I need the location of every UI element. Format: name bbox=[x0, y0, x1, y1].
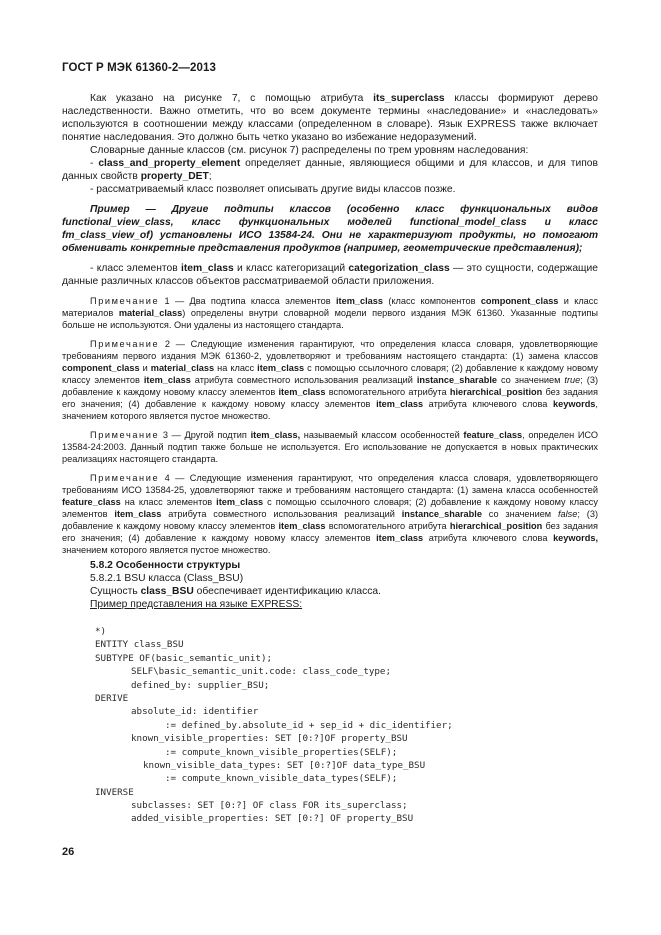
list-item-item-class bbox=[62, 262, 598, 288]
text: - класс элементов bbox=[90, 263, 182, 274]
code-line: absolute_id: identifier bbox=[131, 706, 259, 718]
term: item_class bbox=[376, 533, 424, 543]
text: ; (3) добавление к каждому новому классу элементов bbox=[62, 509, 599, 531]
text: — Два подтипа класса элементов bbox=[169, 296, 336, 306]
paragraph-inheritance bbox=[62, 92, 598, 144]
text: , значением которого является пустое множество. bbox=[62, 399, 598, 421]
code-line: known_visible_properties: SET [0:?]OF property_BSU bbox=[131, 733, 408, 745]
term: instance_sharable bbox=[416, 375, 498, 385]
term: instance_sharable bbox=[401, 509, 482, 519]
term: item_class bbox=[143, 375, 191, 385]
text: классы формируют дерево наследственности. Важно отметить, что во всем документе термины «наследование» и «наследовать» используются в соотношении между классами (определенном в словаре). Язык EXPRESS также включает понятие наследования. Это должно быть четко указано во избежание недоразумений. bbox=[62, 93, 598, 143]
term: hierarchical_position bbox=[449, 521, 543, 531]
term: item_class bbox=[257, 363, 305, 373]
code-line: *) bbox=[95, 626, 107, 637]
text: (класс компонентов bbox=[383, 296, 481, 306]
value: true bbox=[564, 375, 581, 385]
text: — Следующие изменения гарантируют, что определения класса словаря, удовлетворяющего требованиям ИСО 13584-25, удовлетворяют также и требованиям настоящего стандарта: (1) замена класса особенностей bbox=[62, 473, 598, 495]
note-label: Примечание bbox=[90, 473, 160, 483]
text: Как указано на рисунке 7, с помощью атрибута bbox=[90, 93, 374, 104]
term: material_class bbox=[150, 363, 215, 373]
main-text bbox=[62, 92, 598, 611]
note-number: 1 bbox=[164, 296, 170, 306]
page-number: 26 bbox=[62, 846, 75, 858]
text: со значением bbox=[497, 375, 565, 385]
term-property-det: property_DET bbox=[140, 171, 209, 182]
text: на класс bbox=[214, 363, 258, 373]
text: обеспечивает идентификацию класса. bbox=[193, 586, 381, 597]
text: ; (3) добавление к каждому новому классу элементов bbox=[62, 375, 599, 397]
subsection-heading: 5.8.2.1 BSU класса (Class_BSU) bbox=[90, 573, 244, 584]
class-bsu-description bbox=[90, 585, 598, 598]
text: — это сущности, содержащие данные различных классов объектов рассматриваемой области приложения. bbox=[62, 263, 598, 287]
term: feature_class bbox=[463, 430, 523, 440]
text: и bbox=[139, 363, 151, 373]
document-header: ГОСТ Р МЭК 61360-2—2013 bbox=[62, 62, 216, 74]
term-class-and-property-element: class_and_property_element bbox=[98, 158, 241, 169]
text: с помощью ссылочного словаря; (2) добавление к каждому новому классу элементов bbox=[62, 497, 598, 519]
term: component_class bbox=[480, 296, 559, 306]
term: item_class bbox=[278, 521, 326, 531]
text: определяет данные, являющиеся общими и для классов, и для типов данных свойств bbox=[62, 158, 598, 182]
text: ; bbox=[208, 171, 212, 182]
note-number: 2 bbox=[164, 339, 171, 349]
note-3 bbox=[62, 429, 598, 465]
text: атрибута совместного использования реализаций bbox=[161, 509, 402, 519]
list-item-class-and-property bbox=[62, 157, 598, 183]
note-1 bbox=[62, 295, 598, 331]
express-code-block bbox=[95, 625, 453, 826]
code-line: known_visible_data_types: SET [0:?]OF data_type_BSU bbox=[143, 759, 426, 771]
term: feature_class bbox=[62, 497, 121, 507]
term: keywords bbox=[553, 399, 596, 409]
code-line: := compute_known_visible_properties(SELF); bbox=[165, 746, 398, 758]
term-class-bsu: class_BSU bbox=[140, 586, 194, 597]
term: item_class bbox=[336, 296, 383, 306]
term-categorization-class: categorization_class bbox=[348, 263, 450, 274]
term-item-class: item_class bbox=[181, 263, 234, 274]
text: с помощью ссылочного словаря; (2) добавление к каждому новому классу элементов bbox=[62, 363, 598, 385]
code-line: added_visible_properties: SET [0:?] OF property_BSU bbox=[131, 813, 414, 825]
text: и класс категоризаций bbox=[233, 263, 349, 274]
code-line: ENTITY class_BSU bbox=[95, 639, 184, 651]
text: со значением bbox=[481, 509, 558, 519]
text: на класс элементов bbox=[120, 497, 217, 507]
value: false bbox=[557, 509, 578, 519]
code-line: DERIVE bbox=[95, 692, 129, 704]
text: атрибута совместного использования реализаций bbox=[190, 375, 417, 385]
text: Сущность bbox=[90, 586, 141, 597]
term: keywords, bbox=[553, 533, 598, 543]
code-line: subclasses: SET [0:?] OF class FOR its_superclass; bbox=[131, 800, 408, 812]
note-2 bbox=[62, 338, 598, 422]
text: атрибута ключевого слова bbox=[423, 533, 554, 543]
text: вспомогательного атрибута bbox=[325, 521, 450, 531]
text: — Другой подтип bbox=[167, 430, 251, 440]
text: без задания его значения; (4) добавление к каждому новому классу элементов bbox=[62, 521, 598, 543]
code-line: INVERSE bbox=[95, 786, 134, 798]
term: component_class bbox=[62, 363, 140, 373]
heading-text: 5.8.2 Особенности структуры bbox=[90, 560, 241, 571]
code-line: := defined_by.absolute_id + sep_id + dic_identifier; bbox=[165, 719, 453, 731]
note-number: 4 bbox=[164, 473, 170, 483]
note-4 bbox=[62, 472, 598, 556]
text: и класс материалов bbox=[62, 296, 598, 318]
term: item_class bbox=[216, 497, 264, 507]
section-5-8-2 bbox=[90, 559, 598, 611]
section-heading bbox=[90, 559, 598, 572]
paragraph-levels: Словарные данные классов (см. рисунок 7) распределены по трем уровням наследования: bbox=[90, 145, 529, 156]
term: item_class, bbox=[250, 430, 301, 440]
note-label: Примечание bbox=[90, 430, 160, 440]
list-item-class-kinds: - рассматриваемый класс позволяет описывать другие виды классов позже. bbox=[90, 184, 456, 195]
text: — Следующие изменения гарантируют, что определения класса словаря, удовлетворяющие требованиям первого издания МЭК 61360-2, удовлетворяют и требованиям настоящего стандарта: (1) замена классов bbox=[62, 339, 598, 361]
text: вспомогательного атрибута bbox=[325, 387, 450, 397]
term-its-superclass: its_superclass bbox=[373, 93, 445, 104]
text: - bbox=[90, 158, 99, 169]
text: значением которого является пустое множество. bbox=[62, 545, 271, 555]
code-line: defined_by: supplier_BSU; bbox=[131, 679, 270, 691]
term: item_class bbox=[114, 509, 162, 519]
note-label: Примечание bbox=[90, 339, 160, 349]
code-line: SELF\basic_semantic_unit.code: class_code_type; bbox=[131, 666, 391, 678]
note-label: Примечание bbox=[90, 296, 160, 306]
example-subtypes: Пример — Другие подтипы классов (особенно класс функциональных видов functional_view_class, класс функциональных моделей functional_model_class и класс fm_class_view_of) установлены ИСО 13584-24. Они не характеризуют продукты, но помогают обменивать конкретные представления продуктов (например, геометрические представления); bbox=[62, 204, 598, 254]
term: hierarchical_position bbox=[449, 387, 543, 397]
text: атрибута ключевого слова bbox=[423, 399, 554, 409]
code-line: := compute_known_visible_data_types(SELF); bbox=[165, 773, 398, 785]
text: называемый классом особенностей bbox=[300, 430, 464, 440]
code-line: SUBTYPE OF(basic_semantic_unit); bbox=[95, 652, 273, 664]
term: material_class bbox=[118, 308, 183, 318]
term: item_class bbox=[278, 387, 326, 397]
term: item_class bbox=[376, 399, 424, 409]
text: ) определены внутри словарной модели первого издания МЭК 61360. Указанные подтипы больше не используются. Они удалены из настоящего стандарта. bbox=[62, 308, 598, 330]
text: без задания его значения; (4) добавление к каждому новому классу элементов bbox=[62, 387, 598, 409]
note-number: 3 bbox=[162, 430, 168, 440]
express-example-heading: Пример представления на языке EXPRESS: bbox=[90, 599, 303, 610]
text: , определен ИСО 13584-24:2003. Данный подтип также больше не используется. Его использование не допускается в новых практических реализациях настоящего стандарта. bbox=[62, 430, 598, 464]
